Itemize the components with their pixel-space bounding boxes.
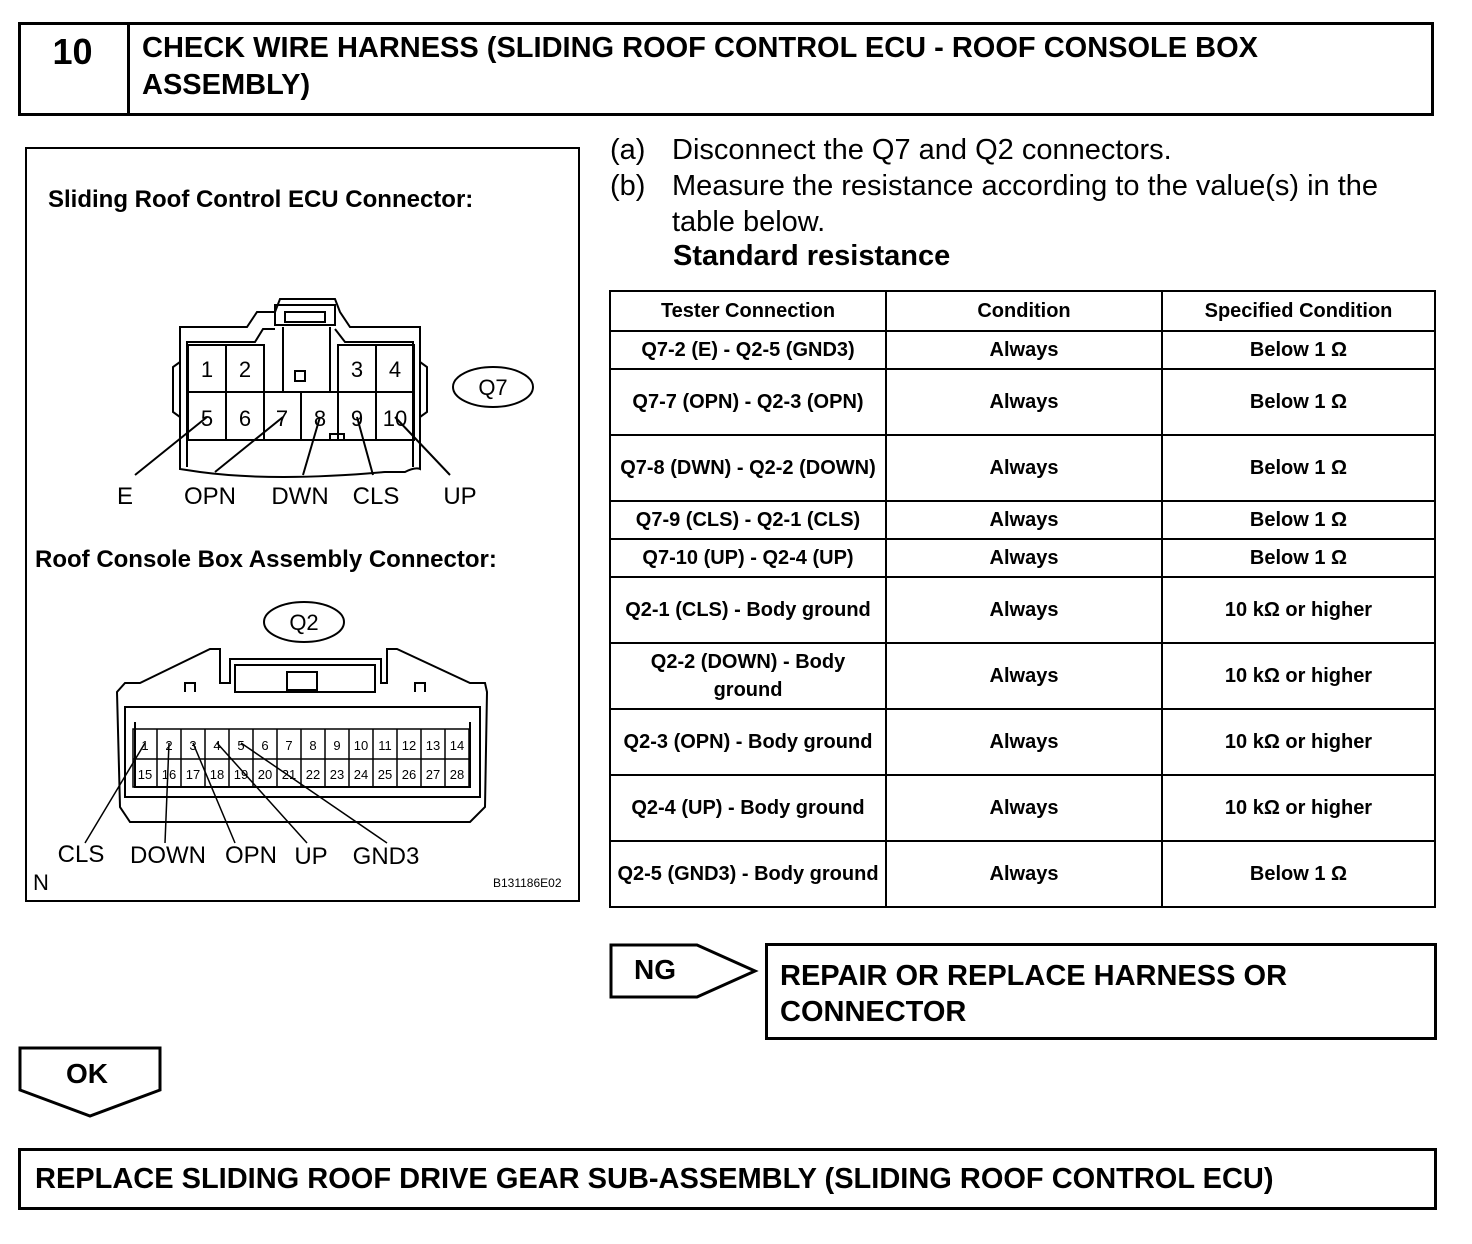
q2-pin-10: 10 xyxy=(353,738,369,753)
cell-condition: Always xyxy=(886,643,1162,709)
instruction-b-text: Measure the resistance according to the value(s) in the table below. xyxy=(672,170,1379,238)
q2-pin-26: 26 xyxy=(401,767,417,782)
q2-pin-24: 24 xyxy=(353,767,369,782)
cell-connection: Q2-2 (DOWN) - Body ground xyxy=(610,643,886,709)
q2-pin-11: 11 xyxy=(378,738,392,753)
cell-condition: Always xyxy=(886,577,1162,643)
header-tester-connection: Tester Connection xyxy=(610,291,886,331)
cell-spec: Below 1 Ω xyxy=(1162,331,1435,369)
cell-connection: Q2-4 (UP) - Body ground xyxy=(610,775,886,841)
cell-connection: Q7-7 (OPN) - Q2-3 (OPN) xyxy=(610,369,886,435)
q7-pin-10: 10 xyxy=(382,406,408,431)
ng-label: NG xyxy=(634,954,676,985)
q2-connector-title: Roof Console Box Assembly Connector: xyxy=(35,546,497,573)
q2-pin-19: 19 xyxy=(233,767,249,782)
cell-connection: Q2-1 (CLS) - Body ground xyxy=(610,577,886,643)
cell-condition: Always xyxy=(886,775,1162,841)
q2-pin-21: 21 xyxy=(281,767,297,782)
q7-pin-4: 4 xyxy=(388,357,402,382)
q7-pin-5: 5 xyxy=(200,406,214,431)
q2-terminal-opn: OPN xyxy=(224,842,278,869)
ok-label: OK xyxy=(66,1058,108,1089)
instruction-a-text: Disconnect the Q7 and Q2 connectors. xyxy=(672,134,1172,166)
q2-pin-15: 15 xyxy=(137,767,153,782)
q7-terminal-opn: OPN xyxy=(183,483,237,510)
q7-terminal-up: UP xyxy=(443,483,477,510)
instruction-b-label: (b) xyxy=(610,170,646,202)
q2-terminal-down: DOWN xyxy=(130,842,206,869)
table-row xyxy=(610,539,1435,577)
q2-pin-20: 20 xyxy=(257,767,273,782)
q2-pin-28: 28 xyxy=(449,767,465,782)
cell-connection: Q2-3 (OPN) - Body ground xyxy=(610,709,886,775)
step-title: CHECK WIRE HARNESS (SLIDING ROOF CONTROL ECU - ROOF CONSOLE BOX ASSEMBLY) xyxy=(142,32,1258,101)
cell-spec: 10 kΩ or higher xyxy=(1162,643,1435,709)
q2-pin-7: 7 xyxy=(285,738,293,753)
cell-connection: Q7-9 (CLS) - Q2-1 (CLS) xyxy=(610,501,886,539)
table-row xyxy=(610,775,1435,841)
table-row xyxy=(610,369,1435,435)
cell-spec: Below 1 Ω xyxy=(1162,539,1435,577)
instruction-a xyxy=(610,132,1430,168)
q7-pin-8: 8 xyxy=(313,406,327,431)
q2-pin-3: 3 xyxy=(189,738,197,753)
table-row xyxy=(610,435,1435,501)
q2-pin-23: 23 xyxy=(329,767,345,782)
table-row xyxy=(610,841,1435,907)
ok-result-box: REPLACE SLIDING ROOF DRIVE GEAR SUB-ASSEMBLY (SLIDING ROOF CONTROL ECU) xyxy=(18,1148,1437,1210)
q2-terminal-cls: CLS xyxy=(57,841,105,868)
q2-terminal-gnd3: GND3 xyxy=(352,843,420,870)
connector-drawing xyxy=(25,147,580,902)
q7-pin-7: 7 xyxy=(275,406,289,431)
q2-pin-14: 14 xyxy=(449,738,465,753)
table-row xyxy=(610,501,1435,539)
step-number: 10 xyxy=(18,22,130,116)
q2-pin-4: 4 xyxy=(213,738,221,753)
q2-pin-6: 6 xyxy=(261,738,269,753)
cell-spec: 10 kΩ or higher xyxy=(1162,775,1435,841)
header-specified-condition: Specified Condition xyxy=(1162,291,1435,331)
cell-spec: Below 1 Ω xyxy=(1162,501,1435,539)
table-row xyxy=(610,643,1435,709)
table-row xyxy=(610,331,1435,369)
q2-pin-5: 5 xyxy=(237,738,245,753)
q7-terminal-e: E xyxy=(116,483,134,510)
q7-connector-title: Sliding Roof Control ECU Connector: xyxy=(48,186,474,213)
q2-pin-16: 16 xyxy=(161,767,177,782)
q7-pin-9: 9 xyxy=(350,406,364,431)
q2-pin-1: 1 xyxy=(141,738,149,753)
q2-pin-17: 17 xyxy=(185,767,201,782)
corner-mark: N xyxy=(33,870,49,895)
cell-condition: Always xyxy=(886,369,1162,435)
table-row xyxy=(610,577,1435,643)
q2-pin-25: 25 xyxy=(377,767,393,782)
cell-spec: 10 kΩ or higher xyxy=(1162,709,1435,775)
cell-connection: Q7-2 (E) - Q2-5 (GND3) xyxy=(610,331,886,369)
cell-spec: Below 1 Ω xyxy=(1162,435,1435,501)
q2-pin-9: 9 xyxy=(333,738,341,753)
q2-pin-22: 22 xyxy=(305,767,321,782)
cell-connection: Q7-8 (DWN) - Q2-2 (DOWN) xyxy=(610,435,886,501)
q7-pin-2: 2 xyxy=(238,357,252,382)
cell-connection: Q2-5 (GND3) - Body ground xyxy=(610,841,886,907)
q7-pin-6: 6 xyxy=(238,406,252,431)
cell-condition: Always xyxy=(886,709,1162,775)
spec-table xyxy=(609,290,1436,908)
q7-terminal-dwn: DWN xyxy=(271,483,329,510)
ng-arrow-icon xyxy=(609,943,759,999)
ng-result-box: REPAIR OR REPLACE HARNESS OR CONNECTOR xyxy=(765,943,1437,1040)
table-header-row xyxy=(610,291,1435,331)
cell-spec: 10 kΩ or higher xyxy=(1162,577,1435,643)
q2-pin-13: 13 xyxy=(425,738,441,753)
instruction-a-label: (a) xyxy=(610,134,646,166)
q2-terminal-up: UP xyxy=(294,843,328,870)
cell-condition: Always xyxy=(886,435,1162,501)
q2-pin-18: 18 xyxy=(209,767,225,782)
q2-pin-12: 12 xyxy=(401,738,417,753)
cell-condition: Always xyxy=(886,331,1162,369)
cell-spec: Below 1 Ω xyxy=(1162,841,1435,907)
cell-connection: Q7-10 (UP) - Q2-4 (UP) xyxy=(610,539,886,577)
cell-condition: Always xyxy=(886,539,1162,577)
q7-label: Q7 xyxy=(478,375,508,400)
q2-pin-27: 27 xyxy=(425,767,441,782)
header-condition: Condition xyxy=(886,291,1162,331)
cell-spec: Below 1 Ω xyxy=(1162,369,1435,435)
q7-pin-3: 3 xyxy=(350,357,364,382)
figure-id: B131186E02 xyxy=(493,876,562,890)
q2-label: Q2 xyxy=(289,610,319,635)
q7-terminal-cls: CLS xyxy=(352,483,400,510)
cell-condition: Always xyxy=(886,841,1162,907)
q7-pin-1: 1 xyxy=(200,357,214,382)
instruction-b xyxy=(610,168,1430,240)
cell-condition: Always xyxy=(886,501,1162,539)
standard-resistance-title: Standard resistance xyxy=(673,240,951,272)
q2-pin-8: 8 xyxy=(309,738,317,753)
table-row xyxy=(610,709,1435,775)
q2-pin-2: 2 xyxy=(165,738,173,753)
